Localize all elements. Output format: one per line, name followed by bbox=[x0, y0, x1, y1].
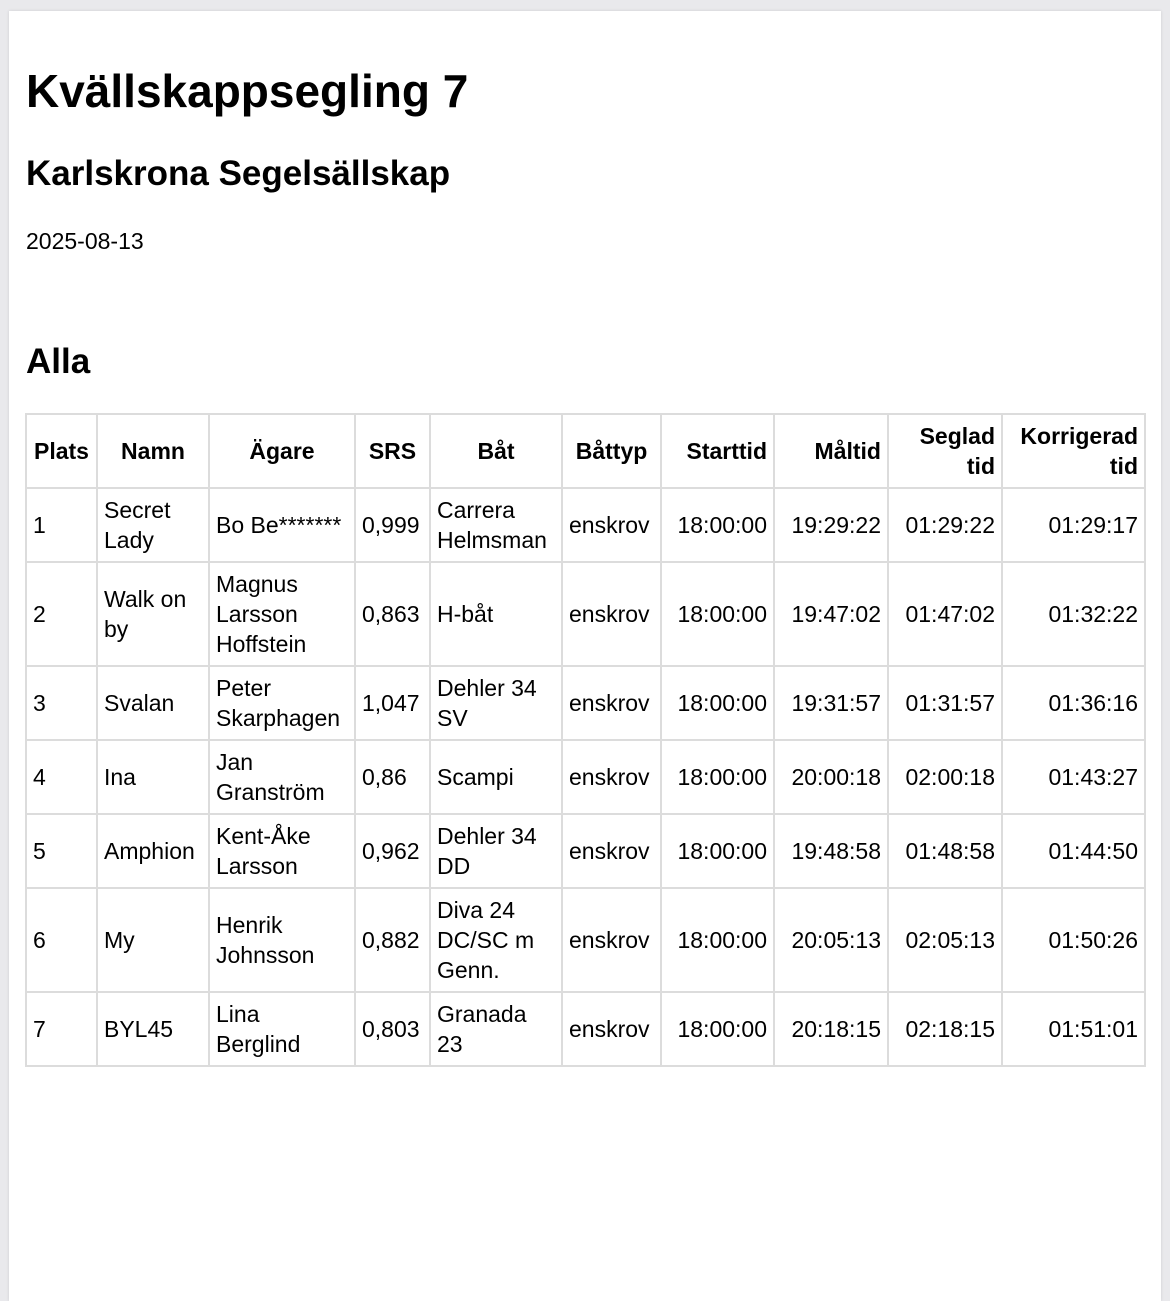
cell-seglad-tid: 02:05:13 bbox=[888, 888, 1002, 992]
cell-namn: Secret Lady bbox=[97, 488, 209, 562]
cell-korrigerad-tid: 01:36:16 bbox=[1002, 666, 1145, 740]
col-header-plats: Plats bbox=[26, 414, 97, 488]
cell-plats: 7 bbox=[26, 992, 97, 1066]
cell-bat: Dehler 34 DD bbox=[430, 814, 562, 888]
cell-maltid: 19:47:02 bbox=[774, 562, 888, 666]
cell-plats: 3 bbox=[26, 666, 97, 740]
cell-srs: 0,863 bbox=[355, 562, 430, 666]
cell-bat: Dehler 34 SV bbox=[430, 666, 562, 740]
table-row bbox=[26, 562, 1145, 666]
cell-battyp: enskrov bbox=[562, 814, 661, 888]
col-header-starttid: Starttid bbox=[661, 414, 774, 488]
table-row bbox=[26, 888, 1145, 992]
club-name: Karlskrona Segelsällskap bbox=[26, 154, 451, 193]
table-header bbox=[26, 414, 1145, 488]
cell-maltid: 19:29:22 bbox=[774, 488, 888, 562]
cell-plats: 1 bbox=[26, 488, 97, 562]
cell-korrigerad-tid: 01:44:50 bbox=[1002, 814, 1145, 888]
cell-srs: 0,999 bbox=[355, 488, 430, 562]
table-row bbox=[26, 740, 1145, 814]
cell-starttid: 18:00:00 bbox=[661, 888, 774, 992]
cell-korrigerad-tid: 01:29:17 bbox=[1002, 488, 1145, 562]
section-heading: Alla bbox=[26, 342, 91, 381]
cell-namn: Ina bbox=[97, 740, 209, 814]
cell-namn: BYL45 bbox=[97, 992, 209, 1066]
cell-starttid: 18:00:00 bbox=[661, 562, 774, 666]
table-row bbox=[26, 488, 1145, 562]
col-header-bat: Båt bbox=[430, 414, 562, 488]
cell-srs: 0,882 bbox=[355, 888, 430, 992]
cell-namn: My bbox=[97, 888, 209, 992]
table-row bbox=[26, 814, 1145, 888]
cell-battyp: enskrov bbox=[562, 740, 661, 814]
cell-srs: 0,803 bbox=[355, 992, 430, 1066]
cell-seglad-tid: 01:47:02 bbox=[888, 562, 1002, 666]
cell-namn: Walk on by bbox=[97, 562, 209, 666]
cell-agare: Bo Be******* bbox=[209, 488, 355, 562]
cell-plats: 4 bbox=[26, 740, 97, 814]
cell-plats: 2 bbox=[26, 562, 97, 666]
col-header-srs: SRS bbox=[355, 414, 430, 488]
cell-seglad-tid: 01:48:58 bbox=[888, 814, 1002, 888]
cell-seglad-tid: 01:29:22 bbox=[888, 488, 1002, 562]
cell-srs: 1,047 bbox=[355, 666, 430, 740]
cell-maltid: 19:48:58 bbox=[774, 814, 888, 888]
cell-battyp: enskrov bbox=[562, 992, 661, 1066]
cell-korrigerad-tid: 01:43:27 bbox=[1002, 740, 1145, 814]
cell-starttid: 18:00:00 bbox=[661, 814, 774, 888]
race-date: 2025-08-13 bbox=[26, 228, 144, 254]
cell-starttid: 18:00:00 bbox=[661, 488, 774, 562]
col-header-maltid: Måltid bbox=[774, 414, 888, 488]
table-body bbox=[26, 488, 1145, 1066]
cell-bat: Diva 24 DC/SC m Genn. bbox=[430, 888, 562, 992]
cell-agare: Jan Granström bbox=[209, 740, 355, 814]
cell-maltid: 19:31:57 bbox=[774, 666, 888, 740]
cell-plats: 6 bbox=[26, 888, 97, 992]
cell-agare: Magnus Larsson Hoffstein bbox=[209, 562, 355, 666]
cell-starttid: 18:00:00 bbox=[661, 740, 774, 814]
cell-maltid: 20:18:15 bbox=[774, 992, 888, 1066]
table-row bbox=[26, 992, 1145, 1066]
results-page bbox=[9, 11, 1161, 1301]
col-header-battyp: Båttyp bbox=[562, 414, 661, 488]
cell-plats: 5 bbox=[26, 814, 97, 888]
cell-korrigerad-tid: 01:32:22 bbox=[1002, 562, 1145, 666]
cell-starttid: 18:00:00 bbox=[661, 666, 774, 740]
cell-agare: Peter Skarphagen bbox=[209, 666, 355, 740]
cell-korrigerad-tid: 01:51:01 bbox=[1002, 992, 1145, 1066]
cell-battyp: enskrov bbox=[562, 888, 661, 992]
cell-bat: H-båt bbox=[430, 562, 562, 666]
cell-seglad-tid: 02:18:15 bbox=[888, 992, 1002, 1066]
cell-battyp: enskrov bbox=[562, 562, 661, 666]
cell-bat: Scampi bbox=[430, 740, 562, 814]
table-row bbox=[26, 666, 1145, 740]
cell-battyp: enskrov bbox=[562, 666, 661, 740]
cell-srs: 0,86 bbox=[355, 740, 430, 814]
cell-srs: 0,962 bbox=[355, 814, 430, 888]
cell-bat: Carrera Helmsman bbox=[430, 488, 562, 562]
cell-starttid: 18:00:00 bbox=[661, 992, 774, 1066]
col-header-korrigerad-tid: Korrigerad tid bbox=[1002, 414, 1145, 488]
cell-seglad-tid: 01:31:57 bbox=[888, 666, 1002, 740]
col-header-seglad-tid: Seglad tid bbox=[888, 414, 1002, 488]
cell-maltid: 20:00:18 bbox=[774, 740, 888, 814]
cell-battyp: enskrov bbox=[562, 488, 661, 562]
cell-namn: Amphion bbox=[97, 814, 209, 888]
cell-korrigerad-tid: 01:50:26 bbox=[1002, 888, 1145, 992]
cell-agare: Henrik Johnsson bbox=[209, 888, 355, 992]
cell-maltid: 20:05:13 bbox=[774, 888, 888, 992]
cell-namn: Svalan bbox=[97, 666, 209, 740]
col-header-namn: Namn bbox=[97, 414, 209, 488]
cell-agare: Lina Berglind bbox=[209, 992, 355, 1066]
cell-agare: Kent-Åke Larsson bbox=[209, 814, 355, 888]
page-title: Kvällskappsegling 7 bbox=[26, 65, 469, 117]
cell-bat: Granada 23 bbox=[430, 992, 562, 1066]
col-header-agare: Ägare bbox=[209, 414, 355, 488]
header-row bbox=[26, 414, 1145, 488]
results-table bbox=[25, 413, 1146, 1067]
cell-seglad-tid: 02:00:18 bbox=[888, 740, 1002, 814]
